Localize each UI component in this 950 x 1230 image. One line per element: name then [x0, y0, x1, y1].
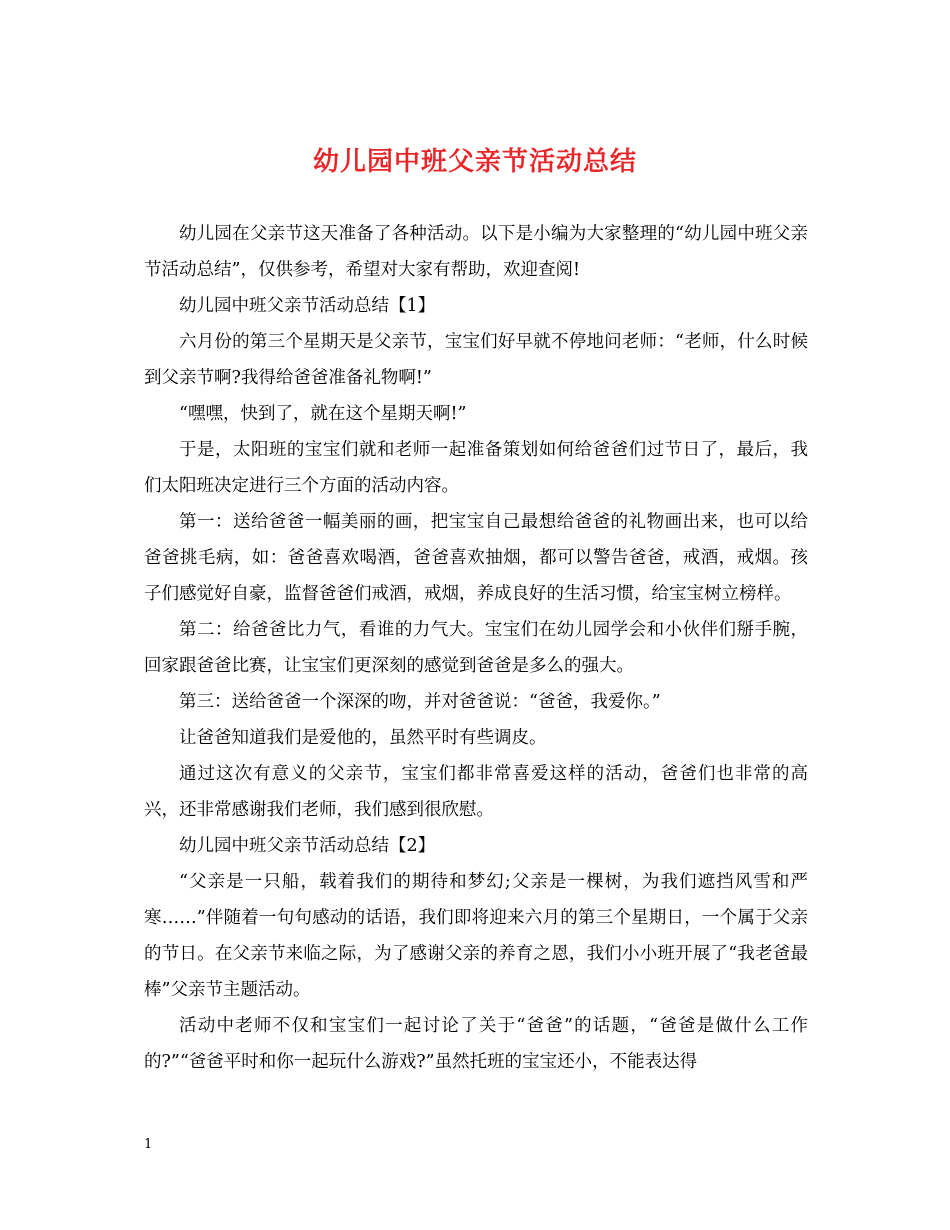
document-title: 幼儿园中班父亲节活动总结 [312, 147, 637, 177]
paragraph: 六月份的第三个星期天是父亲节，宝宝们好早就不停地问老师：“老师，什么时候到父亲节啊?我得给爸爸准备礼物啊!” [144, 332, 808, 388]
paragraph: 第一：送给爸爸一幅美丽的画，把宝宝自己最想给爸爸的礼物画出来，也可以给爸爸挑毛病，如：爸爸喜欢喝酒，爸爸喜欢抽烟，都可以警告爸爸，戒酒，戒烟。孩子们感觉好自豪，监督爸爸们戒酒，戒烟，养成良好的生活习惯，给宝宝树立榜样。 [144, 512, 808, 604]
paragraph-intro: 幼儿园在父亲节这天准备了各种活动。以下是小编为大家整理的“幼儿园中班父亲节活动总结”，仅供参考，希望对大家有帮助，欢迎查阅! [144, 224, 808, 280]
paragraph: “父亲是一只船，载着我们的期待和梦幻;父亲是一棵树，为我们遮挡风雪和严寒……”伴随着一句句感动的话语，我们即将迎来六月的第三个星期日，一个属于父亲的节日。在父亲节来临之际，为了感谢父亲的养育之恩，我们小小班开展了“我老爸最棒”父亲节主题活动。 [144, 872, 808, 1000]
page-number: 1 [144, 1137, 153, 1152]
section-heading-1: 幼儿园中班父亲节活动总结【1】 [179, 296, 436, 316]
paragraph: 活动中老师不仅和宝宝们一起讨论了关于“爸爸”的话题，“爸爸是做什么工作的?”“爸爸平时和你一起玩什么游戏?”虽然托班的宝宝还小，不能表达得 [144, 1016, 808, 1072]
document-body [144, 216, 808, 1080]
paragraph: 让爸爸知道我们是爱他的，虽然平时有些调皮。 [179, 728, 547, 748]
paragraph: 第二：给爸爸比力气，看谁的力气大。宝宝们在幼儿园学会和小伙伴们掰手腕，回家跟爸爸比赛，让宝宝们更深刻的感觉到爸爸是多么的强大。 [144, 620, 808, 676]
paragraph: “嘿嘿，快到了，就在这个星期天啊!” [179, 404, 467, 424]
section-heading-2: 幼儿园中班父亲节活动总结【2】 [179, 836, 436, 856]
paragraph: 通过这次有意义的父亲节，宝宝们都非常喜爱这样的活动，爸爸们也非常的高兴，还非常感谢我们老师，我们感到很欣慰。 [144, 764, 808, 820]
paragraph: 第三：送给爸爸一个深深的吻，并对爸爸说：“爸爸，我爱你。” [179, 692, 661, 712]
paragraph: 于是，太阳班的宝宝们就和老师一起准备策划如何给爸爸们过节日了，最后，我们太阳班决定进行三个方面的活动内容。 [144, 440, 808, 496]
